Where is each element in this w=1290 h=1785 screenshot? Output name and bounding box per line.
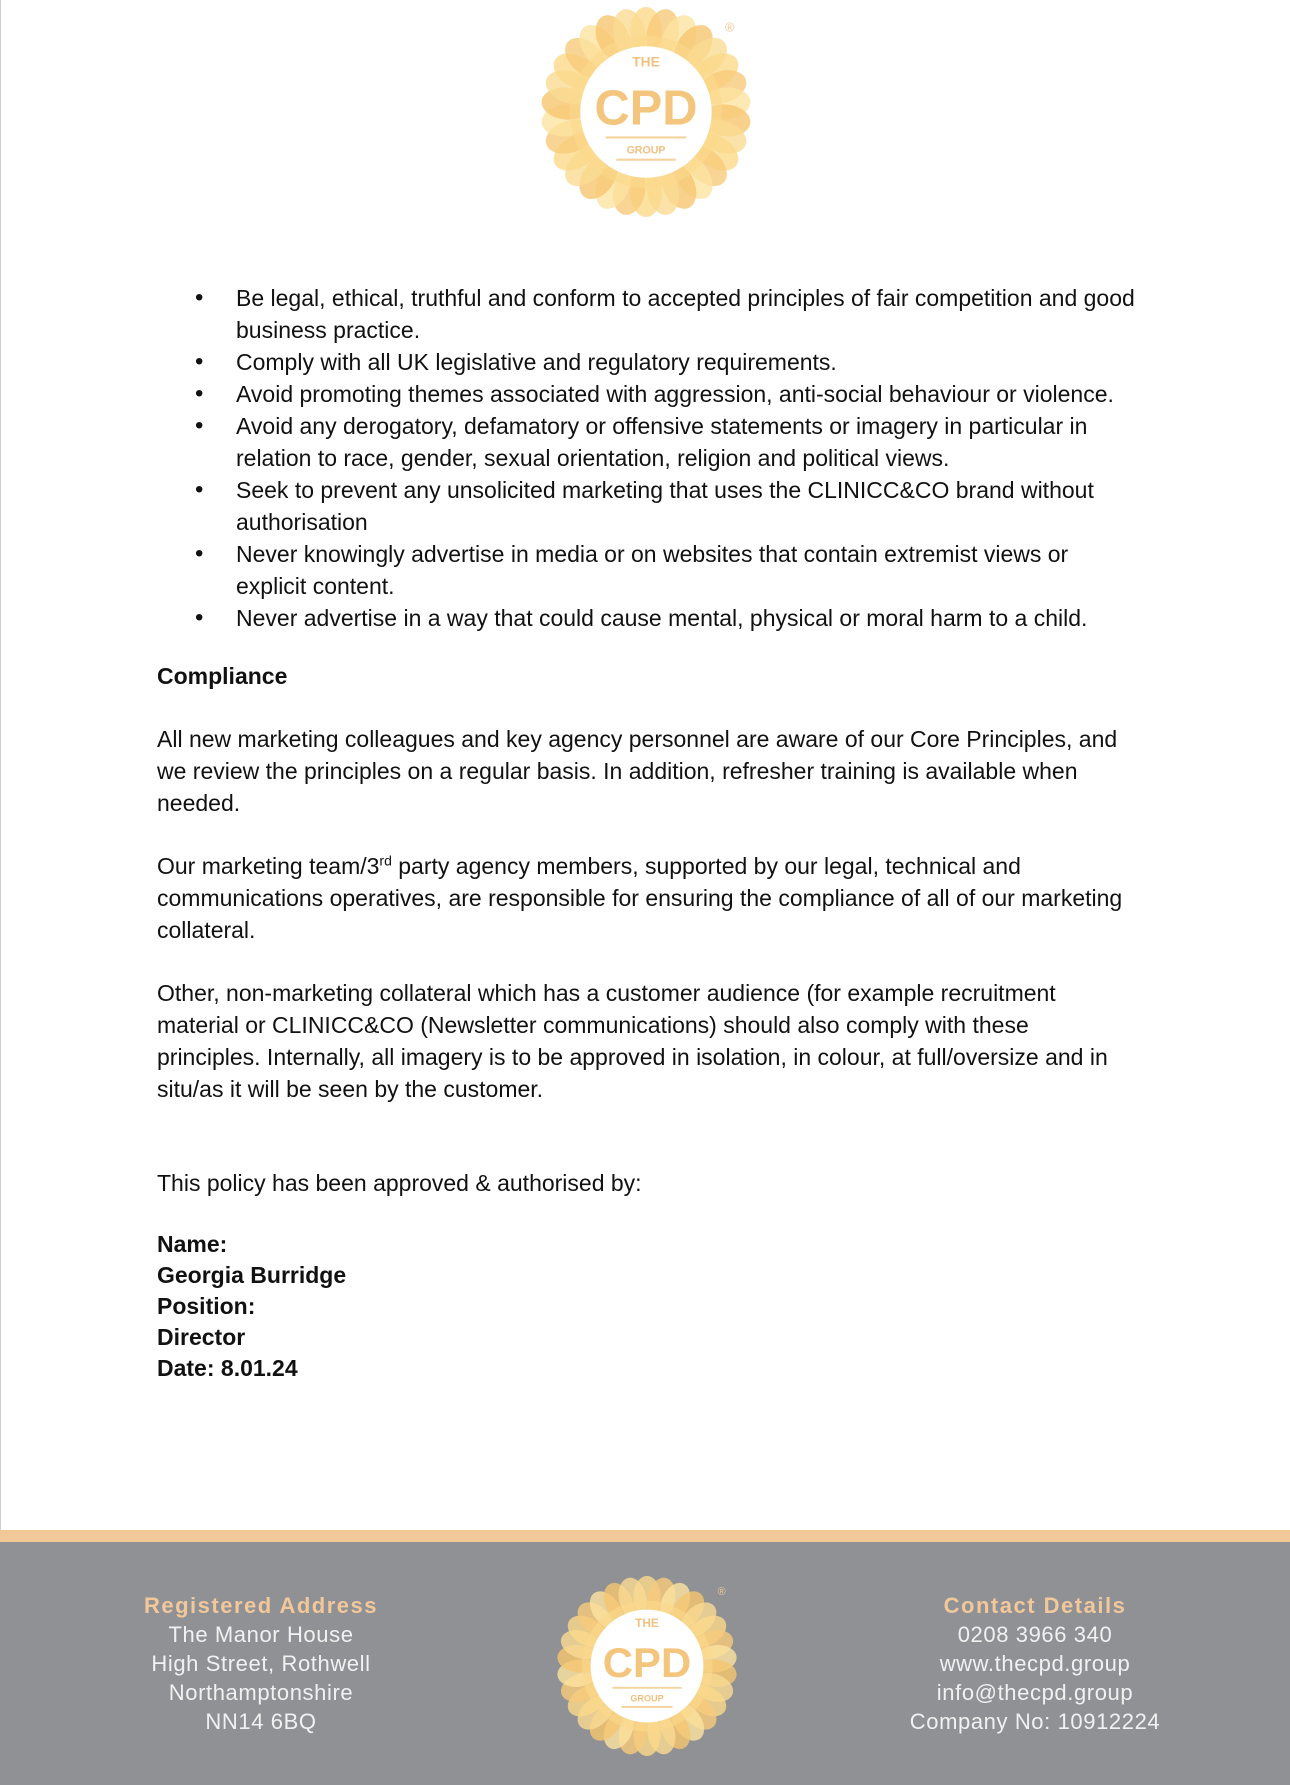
list-item: • Avoid promoting themes associated with aggression, anti-social behaviour or violence. [157,378,1137,410]
logo-text-the: THE [635,1615,659,1630]
registered-mark: ® [725,19,735,35]
contact-title: Contact Details [943,1593,1127,1618]
cpd-logo-graphic [540,6,752,218]
list-item: • Be legal, ethical, truthful and conform to accepted principles of fair competition and good business practice. [157,282,1137,346]
signature-block [157,1229,1137,1384]
page-edge [0,0,1,1530]
position-label: Position: [157,1293,256,1319]
cpd-logo-header [540,6,752,218]
compliance-paragraph-1: All new marketing colleagues and key agency personnel are aware of our Core Principles, and we review the principles on a regular basis. In addition, refresher training is available when needed. [157,726,1118,816]
contact-email[interactable]: info@thecpd.group [936,1680,1134,1705]
contact-phone[interactable]: 0208 3966 340 [957,1622,1113,1647]
company-number: Company No: 10912224 [909,1709,1161,1734]
registered-mark: ® [717,1586,726,1599]
principles-list [157,282,1137,634]
position-value: Director [157,1324,246,1350]
footer-accent-stripe [0,1530,1290,1542]
contact-details-block [855,1591,1215,1736]
paragraph-2-start: Our marketing team/3 [157,853,380,879]
approval-date: Date: 8.01.24 [157,1355,298,1381]
address-line: NN14 6BQ [205,1709,317,1734]
list-item: • Never advertise in a way that could cause mental, physical or moral harm to a child. [157,602,1137,634]
logo-text-group: GROUP [626,144,666,157]
ordinal-suffix: rd [379,852,392,869]
list-item: • Comply with all UK legislative and regulatory requirements. [157,346,1137,378]
list-item: • Seek to prevent any unsolicited marketing that uses the CLINICC&CO brand without authorisation [157,474,1137,538]
logo-text-the: THE [632,54,660,70]
list-item: • Never knowingly advertise in media or on websites that contain extremist views or explicit content. [157,538,1137,602]
address-line: The Manor House [168,1622,354,1647]
paragraph-2-rest: party agency members, supported by our legal, technical and communications operatives, are responsible for ensuring the compliance of all of our marketing collateral. [157,853,1123,943]
list-item: • Avoid any derogatory, defamatory or offensive statements or imagery in particular in relation to race, gender, sexual orientation, religion and political views. [157,410,1137,474]
compliance-paragraph-3: Other, non-marketing collateral which has a customer audience (for example recruitment material or CLINICC&CO (Newsletter communications) should also comply with these principles. Internally, all imagery is to be approved in isolation, in colour, at full/oversize and in situ/as it will be seen by the customer. [157,980,1108,1102]
cpd-logo-graphic [556,1575,738,1757]
registered-address-block [81,1591,441,1736]
logo-text-group: GROUP [630,1693,664,1704]
compliance-heading: Compliance [157,663,288,689]
address-line: Northamptonshire [168,1680,354,1705]
approval-intro: This policy has been approved & authorised by: [157,1170,642,1196]
logo-text-cpd: CPD [602,1638,692,1686]
address-title: Registered Address [143,1593,379,1618]
document-body [157,282,1137,1384]
cpd-logo-footer [556,1575,738,1757]
address-line: High Street, Rothwell [151,1651,371,1676]
logo-text-cpd: CPD [594,81,698,136]
contact-website[interactable]: www.thecpd.group [939,1651,1131,1676]
name-value: Georgia Burridge [157,1262,347,1288]
name-label: Name: [157,1231,228,1257]
compliance-paragraph-2 [157,850,1137,946]
